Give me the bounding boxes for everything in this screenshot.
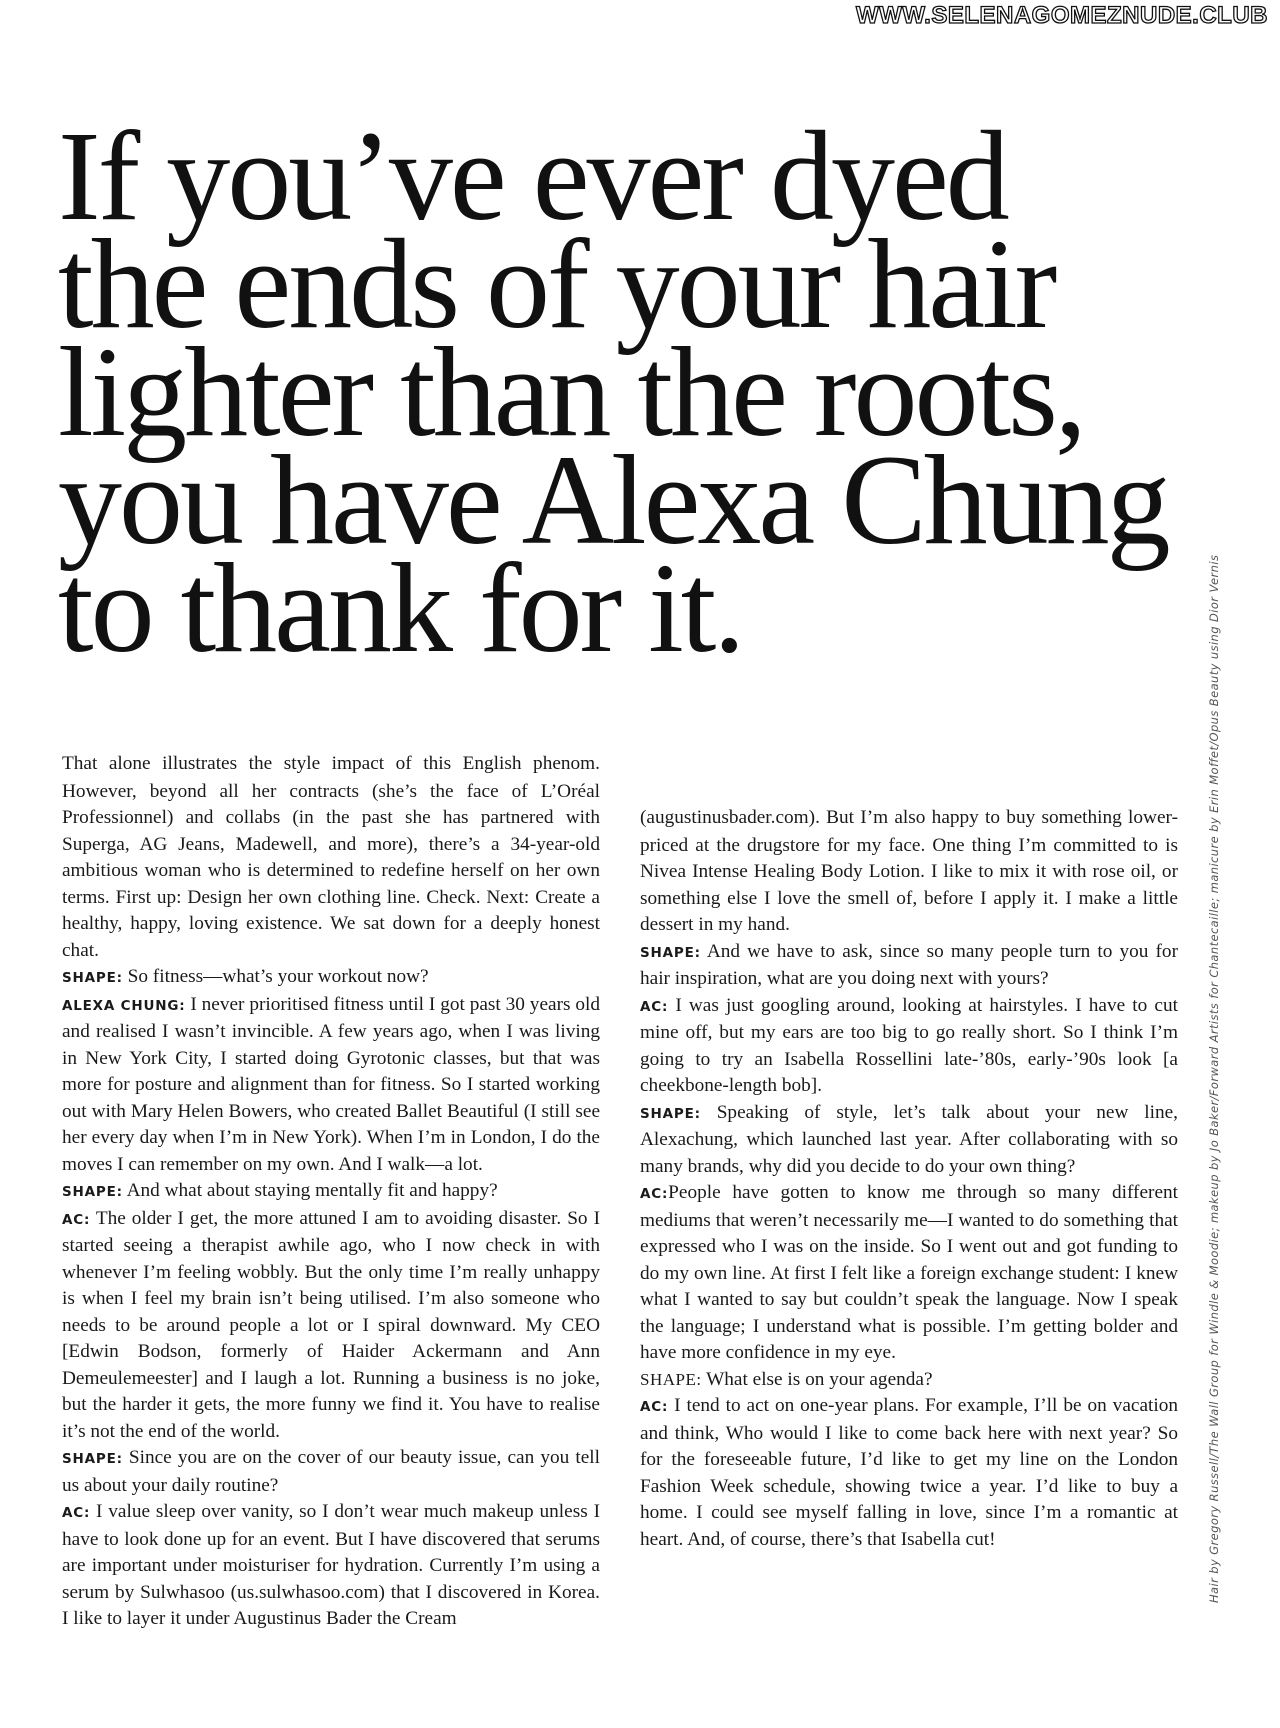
paragraph-text: And we have to ask, since so many people turn to you for hair inspiration, what are you doing next with yours? xyxy=(640,940,1178,989)
speaker-label: AC: xyxy=(62,1505,91,1521)
paragraph-text: I never prioritised fitness until I got past 30 years old and realised I wasn’t invincible. A few years ago, when I was living in New York City, I started doing Gyrotonic classes, but that was more for posture and alignment than for fitness. So I started working out with Mary Helen Bowers, who created Ballet Beautiful (I still see her every day when I’m in New York). When I’m in London, I do the moves I can remember on my own. And I walk—a lot. xyxy=(62,993,601,1175)
page-headline xyxy=(58,105,1218,679)
site-watermark: WWW.SELENAGOMEZNUDE.CLUB xyxy=(856,2,1268,29)
paragraph-text: What else is on your agenda? xyxy=(706,1368,933,1390)
paragraph-text: I was just googling around, looking at hairstyles. I have to cut mine off, but my ears are too big to go really short. So I think I’m going to try an Isabella Rossellini late-’80s, early-’90s look [a cheekbone-length bob]. xyxy=(640,994,1178,1096)
speaker-label: SHAPE: xyxy=(62,1451,123,1467)
paragraph-text: People have gotten to know me through so many different mediums that weren’t necessarily me—I wanted to do something that expressed who I was on the inside. So I went out and got funding to do my own line. At first I felt like a foreign exchange student: I knew what I wanted to say but couldn’t speak the language. Now I speak the language; I understand what is possible. I’m getting bolder and have more confidence in my eye. xyxy=(640,1182,1178,1363)
article-paragraph xyxy=(640,939,1178,993)
paragraph-text: (augustinusbader.com). But I’m also happy to buy something lower-priced at the drugstore for my face. One thing I’m committed to is Nivea Intense Healing Body Lotion. I like to mix it with rose oil, or something else I love the smell of, before I apply it. I make a little dessert in my hand. xyxy=(640,807,1178,935)
article-paragraph xyxy=(640,1100,1178,1181)
article-paragraph xyxy=(640,1393,1178,1553)
article-column-right xyxy=(640,805,1178,1553)
article-column-left xyxy=(62,751,600,1633)
headline-line: to thank for it. xyxy=(58,537,743,679)
article-paragraph xyxy=(640,1367,1178,1394)
speaker-label: SHAPE: xyxy=(640,944,701,961)
speaker-label: AC: xyxy=(640,998,669,1015)
speaker-label: SHAPE: xyxy=(62,970,123,986)
headline-line: lighter than the roots, xyxy=(58,321,1084,463)
paragraph-text: Since you are on the cover of our beauty issue, can you tell us about your daily routine? xyxy=(62,1447,600,1496)
speaker-label: SHAPE: xyxy=(640,1369,702,1389)
speaker-label: AC: xyxy=(640,1399,669,1415)
speaker-label: ALEXA CHUNG: xyxy=(62,997,186,1014)
speaker-label: AC: xyxy=(62,1211,91,1228)
article-paragraph xyxy=(640,993,1178,1100)
article-paragraph xyxy=(640,1180,1178,1367)
article-paragraph xyxy=(62,751,600,964)
speaker-label: SHAPE: xyxy=(62,1184,123,1200)
speaker-label: AC: xyxy=(640,1186,669,1202)
article-paragraph xyxy=(62,1499,600,1633)
paragraph-text: I tend to act on one-year plans. For example, I’ll be on vacation and think, Who would I like to come back here with next year? So for the foreseeable future, I’d like to get my line on the London Fashion Week schedule, showing twice a year. I’d like to buy a home. I could see myself falling in love, since I’m a romantic at heart. And, of course, there’s that Isabella cut! xyxy=(640,1395,1178,1550)
headline-line: you have Alexa Chung xyxy=(58,429,1168,571)
paragraph-text: I value sleep over vanity, so I don’t wear much makeup unless I have to look done up for an event. But I have discovered that serums are important under moisturiser for hydration. Currently I’m using a serum by Sulwhasoo (us.sulwhasoo.com) that I discovered in Korea. I like to layer it under Augustinus Bader the Cream xyxy=(62,1501,600,1629)
article-paragraph xyxy=(62,964,600,992)
paragraph-text: Speaking of style, let’s talk about your new line, Alexachung, which launched last year. After collaborating with so many brands, why did you decide to do your own thing? xyxy=(640,1101,1178,1177)
article-paragraph xyxy=(62,1206,600,1446)
paragraph-text: So fitness—what’s your workout now? xyxy=(127,966,429,987)
paragraph-text: And what about staying mentally fit and happy? xyxy=(126,1180,498,1201)
article-paragraph xyxy=(62,1178,600,1206)
article-paragraph xyxy=(640,805,1178,939)
paragraph-text: The older I get, the more attuned I am to avoiding disaster. So I started seeing a therapist awhile ago, who I now check in with whenever I’m feeling wobbly. But the only time I’m really unhappy is when I feel my brain isn’t being utilised. I’m also someone who needs to be around people a lot or I spiral downward. My CEO [Edwin Bodson, formerly of Haider Ackermann and Ann Demeulemeester] and I laugh a lot. Running a business is no joke, but the harder it gets, the more funny we find it. You have to realise it’s not the end of the world. xyxy=(62,1207,600,1442)
photo-credits: Hair by Gregory Russell/The Wall Group for Windle & Moodie; makeup by Jo Baker/Forward Artists for Chantecaille; manicure by Erin Moffet/Opus Beauty using Dior Vernis xyxy=(1207,554,1221,1603)
speaker-label: SHAPE: xyxy=(640,1105,701,1122)
paragraph-text: That alone illustrates the style impact of this English phenom. However, beyond all her contracts (she’s the face of L’Oréal Professionnel) and collabs (in the past she has partnered with Superga, AG Jeans, Madewell, and more), there’s a 34-year-old ambitious woman who is determined to redefine herself on her own terms. First up: Design her own clothing line. Check. Next: Create a healthy, happy, loving existence. We sat down for a deeply honest chat. xyxy=(62,753,600,961)
headline-line: If you’ve ever dyed xyxy=(58,105,1007,247)
article-paragraph xyxy=(62,992,600,1179)
article-paragraph xyxy=(62,1445,600,1499)
headline-line: the ends of your hair xyxy=(58,213,1055,355)
